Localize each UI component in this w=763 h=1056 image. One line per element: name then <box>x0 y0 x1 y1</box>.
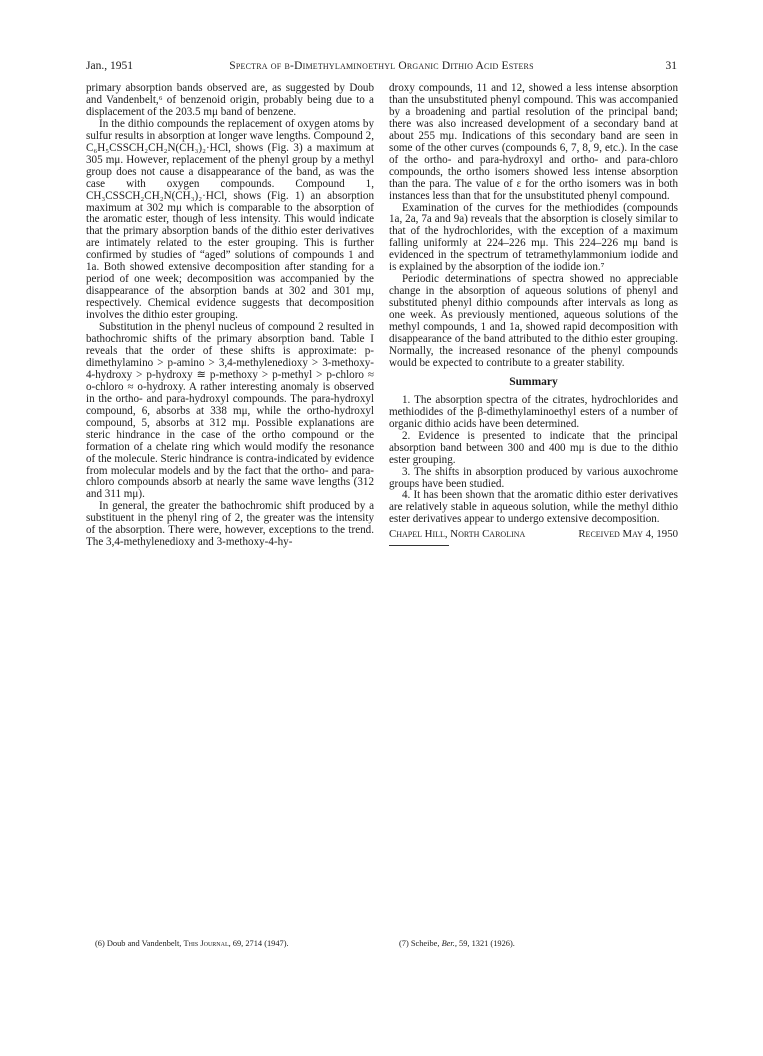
footnote-journal: This Journal, <box>183 939 231 948</box>
footnote-authors: Doub and Vandenbelt, <box>106 939 182 948</box>
received-date: Received May 4, 1950 <box>578 528 678 541</box>
footnote-authors: Scheibe, <box>410 939 440 948</box>
summary-item: 1. The absorption spectra of the citrates, hydrochlorides and methiodides of the β-dimethylaminoethyl esters of a number of organic dithio acids have been determined. <box>389 393 678 430</box>
footnote-7 <box>399 939 679 949</box>
page-number: 31 <box>665 60 677 72</box>
paragraph: droxy compounds, 11 and 12, showed a less intense absorption than the unsubstituted phenyl compound. This was accompanied by a broadening and partial resolution of the principal band; there was also increased development of a secondary band at about 255 mμ. Indications of this secondary band are seen in some of the other curves (compounds 6, 7, 8, 9, etc.). In the case of the ortho- and para-hydroxyl and ortho- and para-chloro compounds, the ortho isomers showed less intense absorption than the para. The value of ε for the ortho isomers was in both instances less than that for the unsubstituted phenyl compound. <box>389 82 678 202</box>
summary-item: 4. It has been shown that the aromatic dithio ester derivatives are relatively stable in aqueous solution, while the methyl dithio ester derivatives appear to undergo extensive decomposition. <box>389 489 678 526</box>
paragraph: Examination of the curves for the methiodides (compounds 1a, 2a, 7a and 9a) reveals that the absorption is closely similar to that of the hydrochlorides, with the exception of a maximum falling uniformly at 224–226 mμ. This 224–226 mμ band is evidenced in the spectrum of tetramethylammonium iodide and is explained by the absorption of the iodide ion.⁷ <box>389 201 678 274</box>
running-header <box>86 60 677 76</box>
paragraph: primary absorption bands observed are, as suggested by Doub and Vandenbelt,⁶ of benzenoid origin, probably being due to a displacement of the 203.5 mμ band of benzene. <box>86 82 374 118</box>
paragraph: In general, the greater the bathochromic shift produced by a substituent in the phenyl ring of 2, the greater was the intensity of the absorption. There were, however, exceptions to the trend. The 3,4-methylenedioxy and 3-methoxy-4-hy- <box>86 500 374 549</box>
summary-item: 3. The shifts in absorption produced by various auxochrome groups have been studied. <box>389 465 678 490</box>
left-column <box>86 83 374 549</box>
paragraph: Periodic determinations of spectra showed no appreciable change in the absorption of aqueous solutions of phenyl and substituted phenyl dithio compounds after intervals as long as one week. As previously mentioned, aqueous solutions of the methyl compounds, 1 and 1a, showed rapid decomposition with disappearance of the band attributed to the dithio ester grouping. Normally, the increased resonance of the phenyl compounds would be expected to contribute to a greater stability. <box>389 273 678 369</box>
issue-date: Jan., 1951 <box>86 60 133 72</box>
summary-item: 2. Evidence is presented to indicate that the principal absorption band between 300 and 400 mμ is due to the dithio ester grouping. <box>389 429 678 466</box>
paragraph: Substitution in the phenyl nucleus of compound 2 resulted in bathochromic shifts of the primary absorption band. Table I reveals that the order of these shifts is approximate: p-dimethylamino > p-amino > 3,4-methylenedioxy > 3-methoxy-4-hydroxy > p-hydroxy ≊ p-methoxy > p-methyl > p-chloro ≈ o-chloro ≈ o-hydroxy. A rather interesting anomaly is observed in the ortho- and para-hydroxyl compounds. The para-hydroxyl compound, 6, absorbs at 338 mμ, while the ortho-hydroxyl compound, 5, absorbs at 312 mμ. Possible explanations are steric hindrance in the case of the ortho compound or the formation of a chelate ring which would modify the resonance of the molecule. Steric hindrance is contra-indicated by evidence from molecular models and by the fact that the ortho- and para-chloro compounds absorb at nearly the same wave lengths (312 and 311 mμ). <box>86 321 375 501</box>
footnote-number: (7) <box>399 939 409 948</box>
author-signature <box>389 529 678 541</box>
footnote-number: (6) <box>95 939 105 948</box>
paragraph: In the dithio compounds the replacement of oxygen atoms by sulfur results in absorption at longer wave lengths. Compound 2, C₆H₅CSSCH₂CH₂N(CH₃)₂·HCl, shows (Fig. 3) a maximum at 305 mμ. However, replacement of the phenyl group by a methyl group does not cause a disappearance of the band, as was the case with oxygen compounds. Compound 1, CH₃CSSCH₂CH₂N(CH₃)₂·HCl, shows (Fig. 1) an absorption maximum at 302 mμ which is comparable to the absorption of the aromatic ester, though of less intensity. This would indicate that the primary absorption bands of the dithio ester derivatives are intimately related to the ester grouping. This is further confirmed by studies of “aged” solutions of compounds 1 and 1a. Both showed extensive decomposition after standing for a period of one week; decomposition was accompanied by the disappearance of the absorption bands at 302 and 301 mμ, respectively. Chemical evidence suggests that decomposition involves the dithio ester grouping. <box>86 117 374 322</box>
affiliation-place: Chapel Hill, North Carolina <box>389 528 526 541</box>
right-column <box>389 83 678 549</box>
summary-heading: Summary <box>509 375 558 388</box>
footnote-reference: 69, 2714 (1947). <box>232 939 289 948</box>
footnote-journal: Ber., <box>441 939 457 948</box>
running-title: Spectra of β-Dimethylaminoethyl Organic Dithio Acid Esters <box>229 60 534 72</box>
footnote-6 <box>95 939 375 949</box>
footnote-reference: 59, 1321 (1926). <box>459 939 515 948</box>
footnote-divider <box>389 545 449 546</box>
